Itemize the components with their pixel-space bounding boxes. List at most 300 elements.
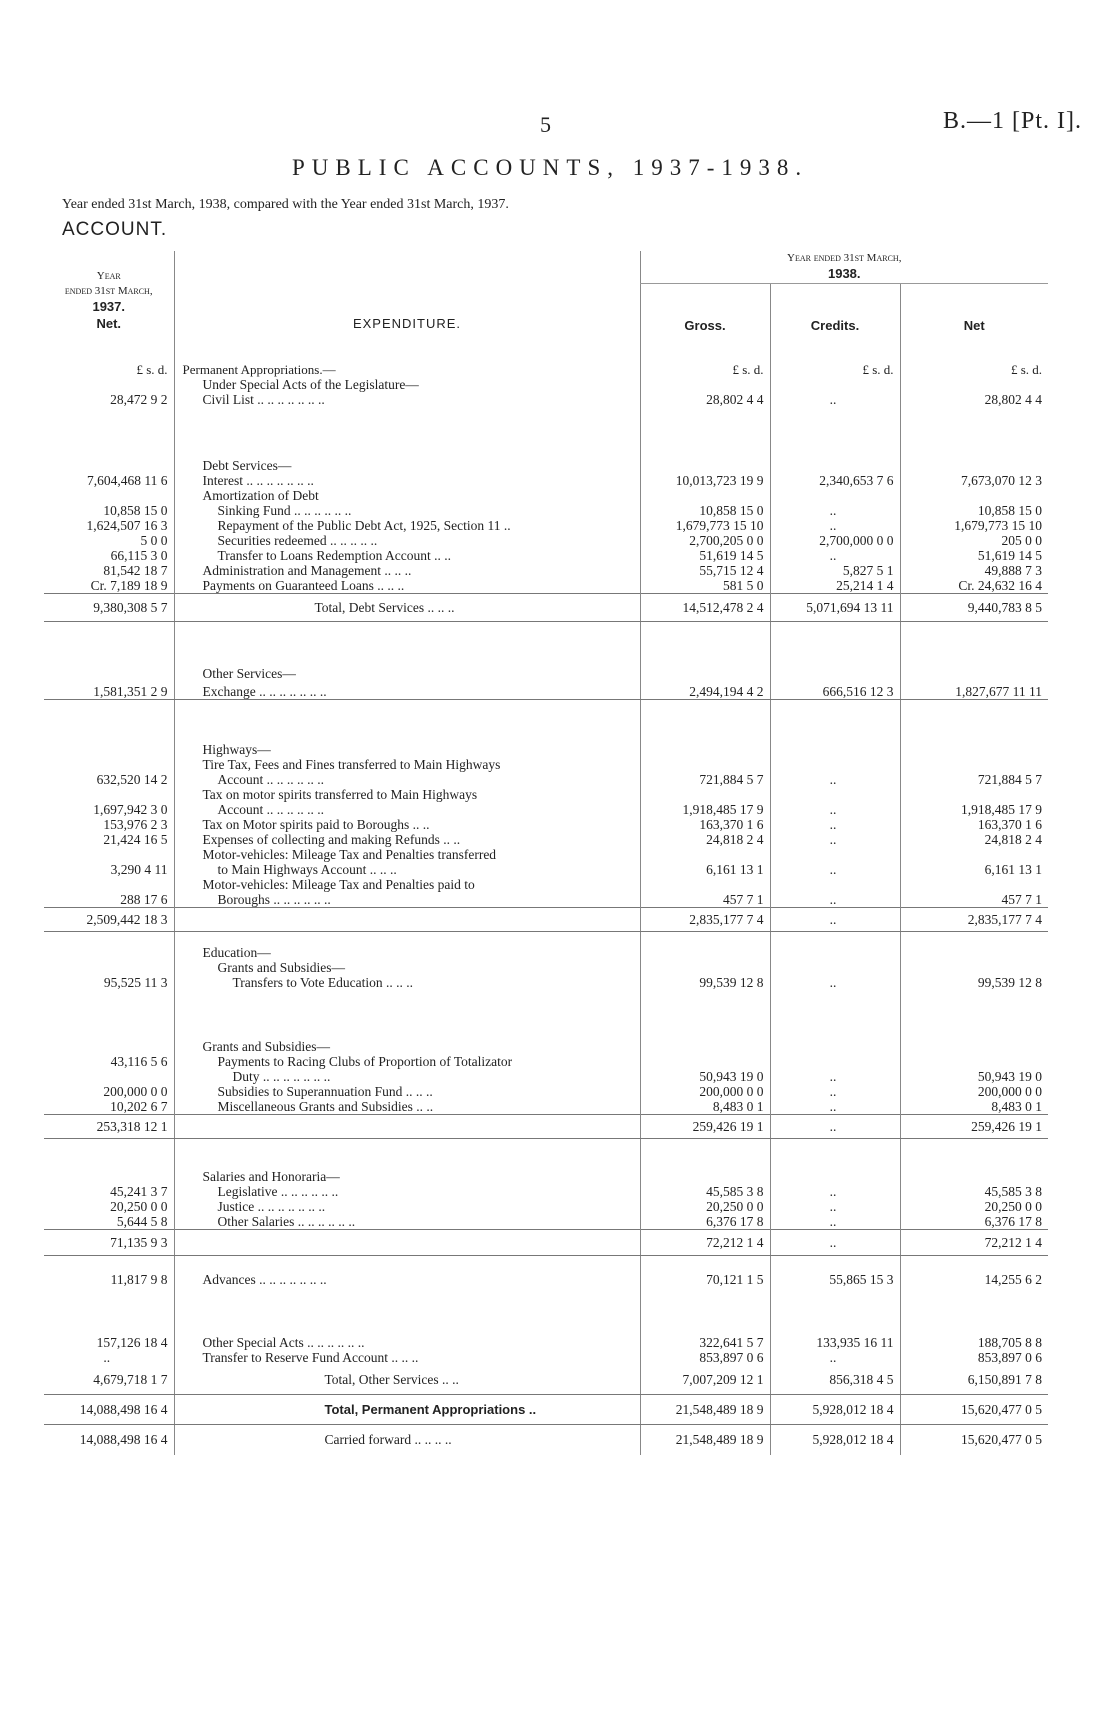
prev-year-net: 28,472 9 2: [44, 392, 174, 407]
row-label: Miscellaneous Grants and Subsidies .. ..: [217, 1098, 434, 1114]
credits-value: ..: [770, 817, 900, 832]
table-row: [44, 1214, 1048, 1230]
credits-value: ..: [770, 1099, 900, 1115]
credits-value: ..: [770, 518, 900, 533]
net-value: [900, 932, 1048, 960]
table-row: [44, 862, 1048, 877]
credits-value: ..: [770, 832, 900, 847]
row-label: Tire Tax, Fees and Fines transferred to Main Highways: [202, 757, 501, 772]
credits-value: ..: [770, 1114, 900, 1138]
gross-value: [640, 699, 770, 757]
prev-year-net: [44, 757, 174, 772]
prev-year-net: 66,115 3 0: [44, 548, 174, 563]
net-value: 20,250 0 0: [900, 1199, 1048, 1214]
credits-value: 2,340,653 7 6: [770, 473, 900, 488]
net-value: 6,376 17 8: [900, 1214, 1048, 1230]
subtotal-row: [44, 1230, 1048, 1256]
page-title: PUBLIC ACCOUNTS, 1937-1938.: [292, 155, 809, 180]
net-value: 51,619 14 5: [900, 548, 1048, 563]
unit-prev: £ s. d.: [44, 333, 174, 377]
table-row: [44, 681, 1048, 699]
gross-value: 163,370 1 6: [640, 817, 770, 832]
credits-value: ..: [770, 772, 900, 787]
table-row: [44, 518, 1048, 533]
prev-year-net: 45,241 3 7: [44, 1184, 174, 1199]
credits-value: [770, 699, 900, 757]
table-row: [44, 392, 1048, 407]
credits-value: 2,700,000 0 0: [770, 533, 900, 548]
prev-year-header-3: [44, 299, 174, 333]
net-value: 721,884 5 7: [900, 772, 1048, 787]
net-value: [900, 990, 1048, 1054]
net-value: 1,679,773 15 10: [900, 518, 1048, 533]
row-label: Total, Debt Services .. .. ..: [174, 593, 640, 621]
row-label: Account .. .. .. .. .. ..: [217, 802, 324, 817]
credits-value: [770, 488, 900, 503]
prev-year-header-2: ended 31st March,: [44, 284, 174, 299]
net-value: 24,818 2 4: [900, 832, 1048, 847]
net-value: [900, 621, 1048, 681]
prev-year-net: 10,858 15 0: [44, 503, 174, 518]
row-label: Exchange .. .. .. .. .. .. ..: [174, 681, 640, 699]
table-row: [44, 1069, 1048, 1084]
row-label: Salaries and Honoraria—: [202, 1169, 340, 1184]
net-value: [900, 877, 1048, 892]
net-value: 205 0 0: [900, 533, 1048, 548]
credits-value: ..: [770, 1230, 900, 1256]
gross-value: 259,426 19 1: [640, 1114, 770, 1138]
net-value: [900, 377, 1048, 392]
row-label: Other Special Acts .. .. .. .. .. ..: [202, 1334, 365, 1350]
table-row: [44, 1304, 1048, 1350]
gross-value: 72,212 1 4: [640, 1230, 770, 1256]
gross-value: [640, 1054, 770, 1069]
net-value: 28,802 4 4: [900, 392, 1048, 407]
table-row: [44, 1099, 1048, 1115]
prev-year-net: [44, 488, 174, 503]
credits-value: [770, 847, 900, 862]
net-value: [900, 960, 1048, 975]
credits-value: [770, 407, 900, 473]
row-label: Subsidies to Superannuation Fund .. .. ..: [217, 1083, 433, 1099]
gross-value: [640, 877, 770, 892]
net-value: 72,212 1 4: [900, 1230, 1048, 1256]
total-row: [44, 1395, 1048, 1425]
prev-year-net: 7,604,468 11 6: [44, 473, 174, 488]
current-year-header-1: Year ended 31st March,: [787, 252, 902, 264]
unit-credits: £ s. d.: [770, 333, 900, 377]
gross-value: 2,835,177 7 4: [640, 908, 770, 932]
prev-year-net: 288 17 6: [44, 892, 174, 908]
credits-value: ..: [770, 1069, 900, 1084]
gross-value: 70,121 1 5: [640, 1256, 770, 1304]
gross-value: 7,007,209 12 1: [640, 1365, 770, 1395]
current-year-header-2: 1938.: [827, 266, 861, 281]
row-label: Legislative .. .. .. .. .. ..: [217, 1184, 339, 1199]
row-label: Highways—: [202, 742, 271, 757]
net-value: [900, 787, 1048, 802]
prev-year-net: [44, 990, 174, 1054]
gross-value: 1,918,485 17 9: [640, 802, 770, 817]
gross-value: 14,512,478 2 4: [640, 593, 770, 621]
row-label: to Main Highways Account .. .. ..: [217, 862, 397, 877]
gross-value: 6,376 17 8: [640, 1214, 770, 1230]
table-row: [44, 802, 1048, 817]
prev-year-net: 14,088,498 16 4: [44, 1425, 174, 1455]
row-label: Other Salaries .. .. .. .. .. ..: [217, 1214, 356, 1229]
table-row: [44, 932, 1048, 960]
credits-value: [770, 877, 900, 892]
gross-value: [640, 757, 770, 772]
credits-value: ..: [770, 1084, 900, 1099]
gross-value: [640, 990, 770, 1054]
gross-value: [640, 377, 770, 392]
credits-value: [770, 787, 900, 802]
net-value: 99,539 12 8: [900, 975, 1048, 990]
row-label: Total, Permanent Appropriations ..: [174, 1395, 640, 1425]
credits-value: 55,865 15 3: [770, 1256, 900, 1304]
prev-year-net: 632,520 14 2: [44, 772, 174, 787]
credits-header: Credits.: [770, 284, 900, 333]
prev-year-net: 2,509,442 18 3: [44, 908, 174, 932]
table-row: [44, 960, 1048, 975]
row-label: Civil List .. .. .. .. .. .. ..: [202, 391, 325, 407]
table-row: [44, 407, 1048, 473]
table-row: [44, 832, 1048, 847]
credits-value: 666,516 12 3: [770, 681, 900, 699]
gross-value: 55,715 12 4: [640, 563, 770, 578]
prev-year-net: 21,424 16 5: [44, 832, 174, 847]
prev-year-header-year: 1937.: [92, 298, 126, 314]
prev-year-net: 43,116 5 6: [44, 1054, 174, 1069]
net-value: 9,440,783 8 5: [900, 593, 1048, 621]
net-value: 200,000 0 0: [900, 1084, 1048, 1099]
credits-value: [770, 757, 900, 772]
prev-year-net: 1,581,351 2 9: [44, 681, 174, 699]
gross-value: 457 7 1: [640, 892, 770, 908]
row-label: Expenses of collecting and making Refunds .. ..: [202, 832, 461, 847]
credits-value: ..: [770, 1184, 900, 1199]
gross-value: 200,000 0 0: [640, 1084, 770, 1099]
gross-value: 99,539 12 8: [640, 975, 770, 990]
net-value: 50,943 19 0: [900, 1069, 1048, 1084]
unit-gross: £ s. d.: [640, 333, 770, 377]
gross-value: [640, 932, 770, 960]
prev-year-net: [44, 621, 174, 681]
row-label: Carried forward .. .. .. ..: [324, 1432, 452, 1448]
credits-value: ..: [770, 1350, 900, 1365]
gross-value: 51,619 14 5: [640, 548, 770, 563]
gross-value: 2,700,205 0 0: [640, 533, 770, 548]
row-label: Administration and Management .. .. ..: [202, 562, 412, 578]
credits-value: ..: [770, 892, 900, 908]
prev-year-net: [44, 1138, 174, 1184]
net-value: [900, 1054, 1048, 1069]
credits-value: [770, 1138, 900, 1184]
prev-year-net: 10,202 6 7: [44, 1099, 174, 1115]
gross-value: [640, 488, 770, 503]
net-value: Cr. 24,632 16 4: [900, 578, 1048, 594]
gross-value: 2,494,194 4 2: [640, 681, 770, 699]
prev-year-net: 9,380,308 5 7: [44, 593, 174, 621]
gross-value: [640, 960, 770, 975]
net-value: 259,426 19 1: [900, 1114, 1048, 1138]
unit-net: £ s. d.: [900, 333, 1048, 377]
gross-value: [640, 847, 770, 862]
gross-value: 21,548,489 18 9: [640, 1395, 770, 1425]
prev-year-net: 14,088,498 16 4: [44, 1395, 174, 1425]
expenditure-header-text: EXPENDITURE.: [352, 315, 462, 331]
table-row: [44, 877, 1048, 892]
table-row: [44, 1084, 1048, 1099]
gross-value: [640, 1138, 770, 1184]
net-value: [900, 1138, 1048, 1184]
subtotal-row: [44, 908, 1048, 932]
credits-value: ..: [770, 392, 900, 407]
row-label: Amortization of Debt: [202, 487, 319, 503]
header-row-1: [44, 251, 1048, 284]
net-value: 1,827,677 11 11: [900, 681, 1048, 699]
table-row: [44, 377, 1048, 392]
row-label: Education—: [202, 944, 271, 960]
credits-value: [770, 377, 900, 392]
table-row: [44, 892, 1048, 908]
table-row: [44, 1054, 1048, 1069]
table-row: [44, 757, 1048, 772]
prev-year-net: 200,000 0 0: [44, 1084, 174, 1099]
subtotal-row: [44, 1114, 1048, 1138]
gross-value: 721,884 5 7: [640, 772, 770, 787]
prev-year-net: 157,126 18 4: [44, 1304, 174, 1350]
credits-value: [770, 960, 900, 975]
credits-value: [770, 621, 900, 681]
table-row: [44, 699, 1048, 757]
credits-value: 5,928,012 18 4: [770, 1395, 900, 1425]
net-value: [900, 407, 1048, 473]
gross-value: 21,548,489 18 9: [640, 1425, 770, 1455]
prev-year-net: 153,976 2 3: [44, 817, 174, 832]
prev-year-net: [44, 1069, 174, 1084]
row-label: [174, 1230, 640, 1256]
net-value: 1,918,485 17 9: [900, 802, 1048, 817]
table-row: [44, 488, 1048, 503]
prev-year-net: [44, 877, 174, 892]
expenditure-header: [174, 251, 640, 333]
net-value: 8,483 0 1: [900, 1099, 1048, 1115]
net-value: 49,888 7 3: [900, 563, 1048, 578]
table-row: [44, 563, 1048, 578]
row-label: Justice .. .. .. .. .. .. ..: [217, 1199, 326, 1214]
net-value: 10,858 15 0: [900, 503, 1048, 518]
total-row: [44, 1365, 1048, 1395]
prev-year-net: 95,525 11 3: [44, 975, 174, 990]
credits-value: ..: [770, 908, 900, 932]
row-label: Repayment of the Public Debt Act, 1925, Section 11 ..: [217, 517, 511, 533]
table-row: [44, 817, 1048, 832]
gross-value: 1,679,773 15 10: [640, 518, 770, 533]
table-row: [44, 1184, 1048, 1199]
account-label: ACCOUNT.: [62, 219, 168, 240]
prev-year-net: [44, 960, 174, 975]
credits-value: ..: [770, 862, 900, 877]
prev-year-net: [44, 847, 174, 862]
net-value: 15,620,477 0 5: [900, 1425, 1048, 1455]
credits-value: 5,827 5 1: [770, 563, 900, 578]
table-row: [44, 975, 1048, 990]
net-value: 7,673,070 12 3: [900, 473, 1048, 488]
row-label: Sinking Fund .. .. .. .. .. ..: [217, 502, 352, 518]
prev-year-net: 1,624,507 16 3: [44, 518, 174, 533]
row-label: Boroughs .. .. .. .. .. ..: [217, 892, 331, 907]
gross-value: 322,641 5 7: [640, 1304, 770, 1350]
credits-value: ..: [770, 1214, 900, 1230]
credits-value: [770, 990, 900, 1054]
net-value: [900, 847, 1048, 862]
page-subtitle: Year ended 31st March, 1938, compared with the Year ended 31st March, 1937.: [62, 197, 509, 212]
table-row: [44, 533, 1048, 548]
table-row: [44, 1350, 1048, 1365]
table-row: [44, 473, 1048, 488]
current-year-header: [640, 251, 1048, 284]
prev-year-net: ..: [44, 1350, 174, 1365]
table-row: [44, 621, 1048, 681]
net-value: 188,705 8 8: [900, 1304, 1048, 1350]
prev-year-net: 5 0 0: [44, 533, 174, 548]
net-value: 45,585 3 8: [900, 1184, 1048, 1199]
row-label: Other Services—: [202, 666, 296, 681]
net-value: 853,897 0 6: [900, 1350, 1048, 1365]
gross-value: 581 5 0: [640, 578, 770, 594]
gross-value: 853,897 0 6: [640, 1350, 770, 1365]
subtotal-row: [44, 593, 1048, 621]
credits-value: [770, 932, 900, 960]
net-value: 2,835,177 7 4: [900, 908, 1048, 932]
credits-value: 133,935 16 11: [770, 1304, 900, 1350]
prev-year-net: 5,644 5 8: [44, 1214, 174, 1230]
net-value: [900, 757, 1048, 772]
row-label: Motor-vehicles: Mileage Tax and Penalties paid to: [202, 877, 475, 892]
net-value: 6,161 13 1: [900, 862, 1048, 877]
table-row: [44, 787, 1048, 802]
row-label: Grants and Subsidies—: [217, 959, 345, 975]
credits-value: ..: [770, 802, 900, 817]
table-row: [44, 772, 1048, 787]
row-label: Tax on Motor spirits paid to Boroughs .. ..: [202, 817, 430, 832]
table-row: [44, 847, 1048, 862]
net-value: 163,370 1 6: [900, 817, 1048, 832]
prev-year-header-1: Year: [44, 251, 174, 284]
page-number: 5: [540, 112, 551, 137]
net-value: 457 7 1: [900, 892, 1048, 908]
prev-year-net: 253,318 12 1: [44, 1114, 174, 1138]
row-label: Motor-vehicles: Mileage Tax and Penalties transferred: [202, 847, 497, 862]
row-label: Total, Other Services .. ..: [174, 1365, 640, 1395]
gross-value: 45,585 3 8: [640, 1184, 770, 1199]
gross-value: 10,013,723 19 9: [640, 473, 770, 488]
row-label: Under Special Acts of the Legislature—: [202, 376, 419, 392]
prev-year-net: [44, 699, 174, 757]
prev-year-net: 4,679,718 1 7: [44, 1365, 174, 1395]
table-row: [44, 1138, 1048, 1184]
table-row: [44, 503, 1048, 518]
unit-row: [44, 333, 1048, 377]
row-label: [174, 908, 640, 932]
row-label: Payments on Guaranteed Loans .. .. ..: [202, 577, 405, 593]
table-row: [44, 1256, 1048, 1304]
credits-value: 25,214 1 4: [770, 578, 900, 594]
gross-value: 8,483 0 1: [640, 1099, 770, 1115]
row-label: Permanent Appropriations.—: [182, 361, 336, 377]
gross-value: 50,943 19 0: [640, 1069, 770, 1084]
net-header: Net: [900, 284, 1048, 333]
row-label: Transfers to Vote Education .. .. ..: [232, 974, 413, 990]
row-label: Tax on motor spirits transferred to Main Highways: [202, 787, 478, 802]
credits-value: ..: [770, 975, 900, 990]
prev-year-net: 71,135 9 3: [44, 1230, 174, 1256]
prev-year-net: Cr. 7,189 18 9: [44, 578, 174, 594]
credits-value: ..: [770, 503, 900, 518]
net-value: [900, 488, 1048, 503]
net-value: 15,620,477 0 5: [900, 1395, 1048, 1425]
row-label: Advances .. .. .. .. .. .. ..: [202, 1272, 327, 1288]
row-label: Securities redeemed .. .. .. .. ..: [217, 532, 378, 548]
prev-year-net: 3,290 4 11: [44, 862, 174, 877]
document-reference: B.—1 [Pt. I].: [943, 108, 1082, 134]
gross-value: 28,802 4 4: [640, 392, 770, 407]
credits-value: ..: [770, 1199, 900, 1214]
carried-forward-row: [44, 1425, 1048, 1455]
row-label: Duty .. .. .. .. .. .. ..: [232, 1068, 331, 1084]
table-row: [44, 548, 1048, 563]
gross-value: 10,858 15 0: [640, 503, 770, 518]
table-row: [44, 1199, 1048, 1214]
row-label: Debt Services—: [202, 457, 292, 473]
gross-value: 20,250 0 0: [640, 1199, 770, 1214]
row-label: [174, 1114, 640, 1138]
prev-year-net: [44, 377, 174, 392]
credits-value: [770, 1054, 900, 1069]
gross-value: 6,161 13 1: [640, 862, 770, 877]
gross-header: Gross.: [640, 284, 770, 333]
prev-year-net: [44, 407, 174, 473]
row-label: Transfer to Reserve Fund Account .. .. ..: [202, 1349, 419, 1365]
net-value: 14,255 6 2: [900, 1256, 1048, 1304]
prev-year-net: [44, 932, 174, 960]
row-label: Payments to Racing Clubs of Proportion of Totalizator: [217, 1053, 513, 1069]
row-label: Interest .. .. .. .. .. .. ..: [202, 472, 314, 488]
table-row: [44, 990, 1048, 1054]
credits-value: 5,928,012 18 4: [770, 1425, 900, 1455]
row-label: Account .. .. .. .. .. ..: [217, 772, 324, 787]
prev-year-net: 11,817 9 8: [44, 1256, 174, 1304]
gross-value: [640, 621, 770, 681]
prev-year-net: 1,697,942 3 0: [44, 802, 174, 817]
gross-value: 24,818 2 4: [640, 832, 770, 847]
gross-value: [640, 787, 770, 802]
net-value: 6,150,891 7 8: [900, 1365, 1048, 1395]
prev-year-net: 20,250 0 0: [44, 1199, 174, 1214]
credits-value: 5,071,694 13 11: [770, 593, 900, 621]
credits-value: ..: [770, 548, 900, 563]
row-label: Transfer to Loans Redemption Account .. ..: [217, 547, 451, 563]
expenditure-table: [44, 251, 1048, 1455]
prev-year-net: [44, 787, 174, 802]
prev-year-net: 81,542 18 7: [44, 563, 174, 578]
row-label: Grants and Subsidies—: [202, 1038, 330, 1054]
net-value: [900, 699, 1048, 757]
gross-value: [640, 407, 770, 473]
prev-year-header-net: Net.: [96, 315, 122, 331]
